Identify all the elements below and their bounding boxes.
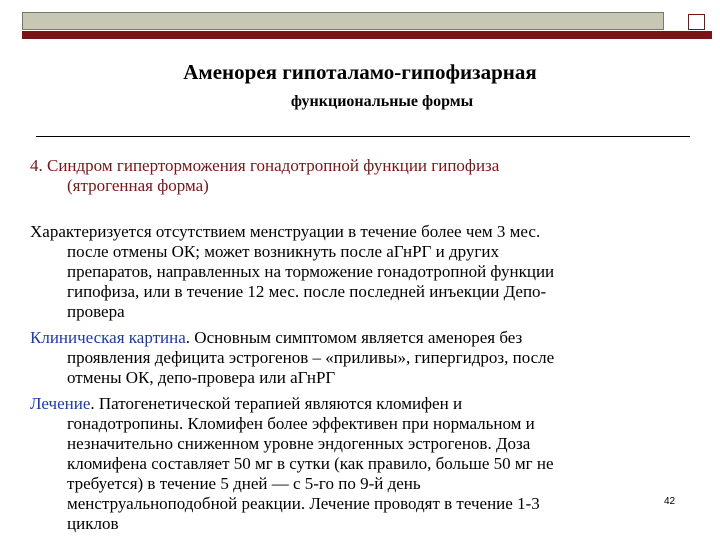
intro-line-4: гипофиза, или в течение 12 мес. после последней инъекции Депо- <box>67 282 547 301</box>
page-number: 42 <box>664 496 676 507</box>
slide-subtitle <box>0 93 720 111</box>
intro-line-5: провера <box>67 302 125 321</box>
treatment-paragraph <box>30 394 670 534</box>
clinical-label: Клиническая картина <box>30 328 186 347</box>
intro-line-1: Характеризуется отсутствием менструации в течение более чем 3 мес. <box>30 222 541 241</box>
clinical-line-1 <box>30 328 670 348</box>
treatment-label: Лечение <box>30 394 91 413</box>
treatment-line-1-text: . Патогенетической терапией являются кломифен и <box>90 394 463 413</box>
header-accent-bar <box>22 31 712 39</box>
slide-title-text: Аменорея гипоталамо-гипофизарная <box>183 60 537 84</box>
intro-paragraph <box>30 222 670 322</box>
treatment-line-7: циклов <box>67 514 119 533</box>
clinical-paragraph <box>30 328 670 388</box>
treatment-line-2: гонадотропины. Кломифен более эффективен при нормальном и <box>67 414 535 433</box>
treatment-line-6: менструальноподобной реакции. Лечение проводят в течение 1-3 <box>67 494 540 513</box>
treatment-line-4: кломифена составляет 50 мг в сутки (как правило, больше 50 мг не <box>67 454 554 473</box>
point-heading-line-2: (ятрогенная форма) <box>67 176 209 195</box>
point-heading <box>30 156 660 196</box>
clinical-line-2: проявления дефицита эстрогенов – «приливы», гипергидроз, после <box>67 348 555 367</box>
treatment-line-3: незначительно сниженном уровне эндогенных эстрогенов. Доза <box>67 434 531 453</box>
title-divider <box>36 136 690 137</box>
treatment-line-5: требуется) в течение 5 дней — с 5-го по 9-й день <box>67 474 421 493</box>
intro-line-2: после отмены ОК; может возникнуть после аГнРГ и других <box>67 242 499 261</box>
header-bar <box>22 12 664 30</box>
slide-subtitle-text: функциональные формы <box>290 93 474 110</box>
point-heading-line-1: 4. Синдром гиперторможения гонадотропной функции гипофиза <box>30 156 500 175</box>
clinical-line-1-text: . Основным симптомом является аменорея без <box>185 328 523 347</box>
slide-body <box>30 222 670 540</box>
slide-title <box>0 60 720 85</box>
intro-line-3: препаратов, направленных на торможение гонадотропной функции <box>67 262 555 281</box>
treatment-line-1 <box>30 394 670 414</box>
header-corner-square <box>688 14 705 30</box>
clinical-line-3: отмены ОК, депо-провера или аГнРГ <box>67 368 336 387</box>
